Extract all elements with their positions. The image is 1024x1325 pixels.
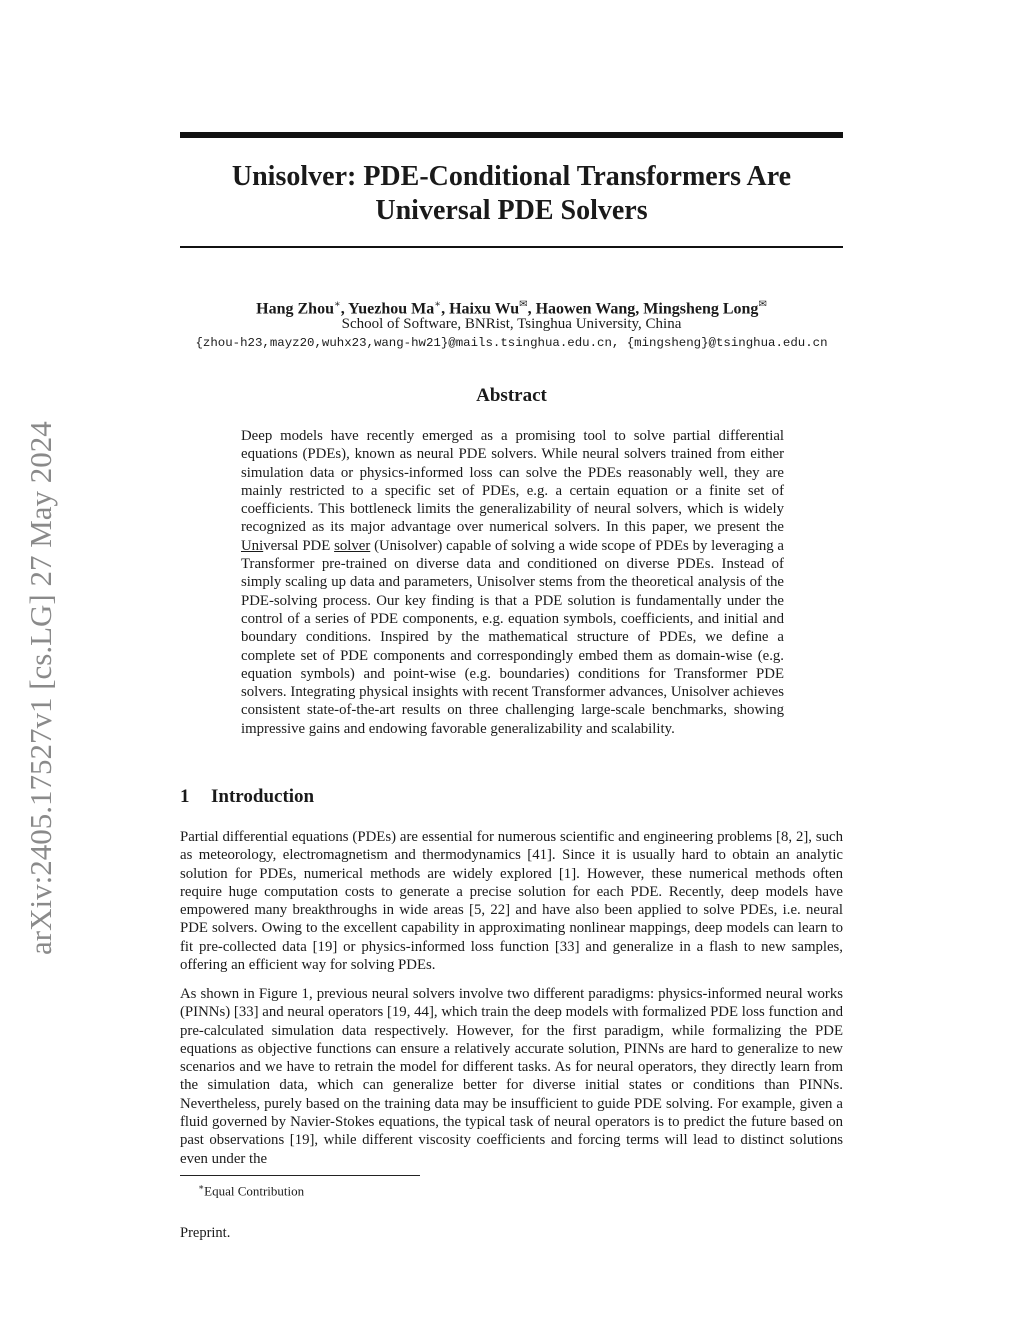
abstract-text: [241, 427, 784, 738]
title-bottom-rule: [180, 246, 843, 248]
section-number: 1: [180, 786, 190, 807]
author-affiliation: School of Software, BNRist, Tsinghua University, China: [341, 316, 682, 332]
abstract-heading: Abstract: [476, 385, 547, 406]
footnote-mark: ∗: [198, 1182, 205, 1192]
envelope-icon: ✉: [758, 299, 767, 310]
body-paragraph: Partial differential equations (PDEs) are essential for numerous scientific and engineering problems [8, 2], such as meteorology, electromagnetism and thermodynamics [41]. Since it is usually hard to obtain an analytic solution for PDEs, numerical methods are widely explored [1]. However, these numerical methods often require huge computation costs to generate a precise solution for each PDE. Recently, deep models have empowered many breakthroughs in wide areas [5, 22] and have also been applied to solve PDEs, i.e. neural PDE solvers. Owing to the excellent capability in approximating nonlinear mappings, deep models can learn to fit pre-collected data [19] or physics-informed loss function [33] and generalize in a flash to new samples, offering an efficient way for solving PDEs.: [180, 829, 843, 974]
author-name: , Haixu Wu: [441, 300, 520, 318]
paper-title: [180, 160, 843, 228]
section-heading-introduction: [180, 786, 843, 808]
abstract-text-part: Deep models have recently emerged as a promising tool to solve partial differential equations (PDEs), known as neural PDE solvers. While neural solvers trained from either simulation data or physics-informed loss can solve the PDEs reasonably well, they are mainly restricted to a specific set of PDEs, e.g. a certain equation or a finite set of coefficients. This bottleneck limits the generalizability of neural solvers, which is widely recognized as its major advantage over numerical solvers. In this paper, we present the: [241, 428, 784, 536]
abstract-text-part: (Unisolver) capable of solving a wide scope of PDEs by leveraging a Transformer pre-trained on diverse data and conditioned on diverse PDEs. Instead of simply scaling up data and parameters, Unisolver stems from the theoretical analysis of the PDE-solving process. Our key finding is that a PDE solution is fundamentally under the control of a series of PDE components, e.g. equation symbols, coefficients, and initial and boundary conditions. Inspired by the mathematical structure of PDEs, we define a complete set of PDE components and correspondingly embed them as domain-wise (e.g. equation symbols) and point-wise (e.g. boundaries) conditions for Transformer PDE solvers. Integrating physical insights with recent Transformer advances, Unisolver achieves consistent state-of-the-art results on three challenging large-scale benchmarks, showing impressive gains and endowing favorable generalizability and scalability.: [241, 537, 784, 737]
arxiv-identifier-stamp: arXiv:2405.17527v1 [cs.LG] 27 May 2024: [23, 421, 58, 955]
author-name: , Haowen Wang, Mingsheng Long: [527, 300, 759, 318]
page-footer: Preprint.: [180, 1225, 231, 1241]
author-name: , Yuezhou Ma: [340, 300, 435, 318]
author-emails: {zhou-h23,mayz20,wuhx23,wang-hw21}@mails.tsinghua.edu.cn, {mingsheng}@tsinghua.edu.cn: [195, 336, 828, 350]
equal-contribution-mark: ∗: [434, 299, 442, 310]
author-name: Hang Zhou: [256, 300, 334, 318]
footnote: [198, 1179, 304, 1199]
section-title: Introduction: [211, 786, 315, 807]
footnote-text: Equal Contribution: [204, 1183, 305, 1199]
paper-title-line-1: Unisolver: PDE-Conditional Transformers Are: [231, 161, 792, 192]
abstract-underlined-solver: solver: [334, 537, 371, 554]
abstract-text-part: versal PDE: [263, 537, 335, 554]
paper-title-line-2: Universal PDE Solvers: [375, 195, 648, 226]
title-top-rule: [180, 132, 843, 138]
envelope-icon: ✉: [519, 299, 528, 310]
abstract-underlined-uni: Uni: [241, 537, 264, 554]
body-paragraph: As shown in Figure 1, previous neural solvers involve two different paradigms: physics-informed neural works (PINNs) [33] and neural operators [19, 44], which train the deep models with formalized PDE loss function and pre-calculated simulation data respectively. However, for the first paradigm, while formalizing the PDE equations as objective functions can ensure a relatively accurate solution, PINNs are hard to generalize to new scenarios and we have to retrain the model for different tasks. As for neural operators, they directly learn from the simulation data, which can generalize better for diverse initial states or conditions than PINNs. Nevertheless, purely based on the training data may be insufficient to guide PDE solving. For example, given a fluid governed by Navier-Stokes equations, the typical task of neural operators is to predict the future based on past observations [19], while different viscosity coefficients and forcing terms will lead to distinct solutions even under the: [180, 986, 843, 1167]
equal-contribution-mark: ∗: [333, 299, 341, 310]
footnote-rule: [180, 1175, 420, 1176]
